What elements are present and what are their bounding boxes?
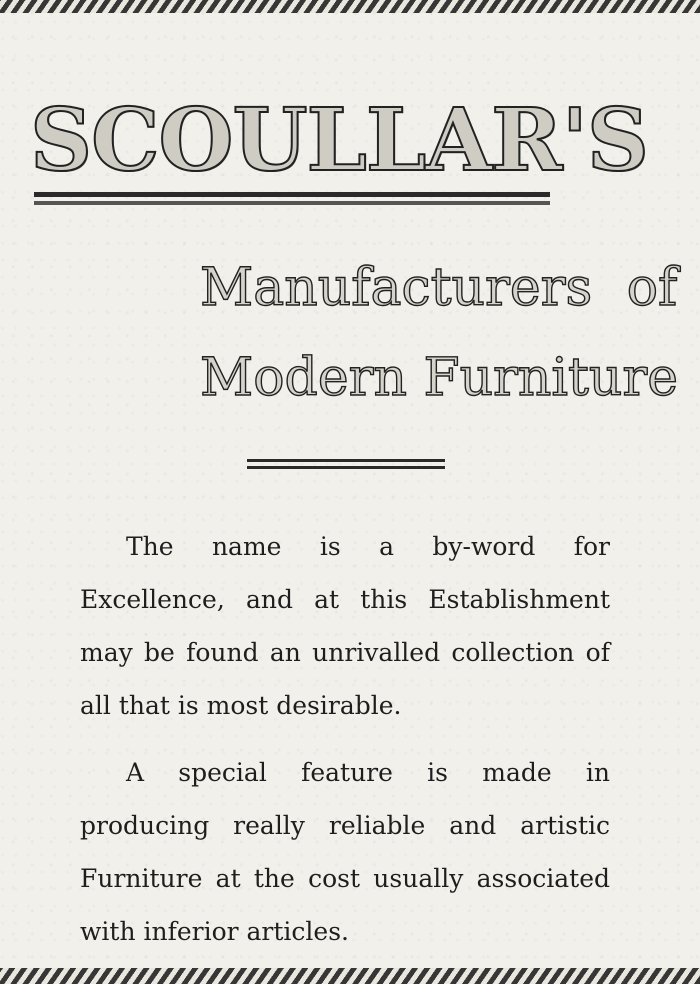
- brand-underline: [34, 192, 550, 197]
- tagline-line-2: Modern Furniture: [200, 348, 679, 408]
- top-hatched-border: [0, 0, 700, 13]
- bottom-hatched-border: [0, 968, 700, 984]
- body-paragraph-2: A special feature is made in producing really reliable and artistic Furniture at the cost usually associated with inferior articles.: [80, 758, 610, 946]
- brand-name: SCOULLAR'S: [30, 90, 649, 191]
- tagline-line-1: Manufacturers of: [200, 258, 678, 318]
- section-divider: [247, 459, 445, 462]
- section-divider-secondary: [247, 466, 445, 469]
- body-paragraph-1: The name is a by-word for Excellence, and at this Establishment may be found an unrivalled collection of all that is most desirable.: [80, 532, 610, 720]
- brand-underline-secondary: [34, 201, 550, 205]
